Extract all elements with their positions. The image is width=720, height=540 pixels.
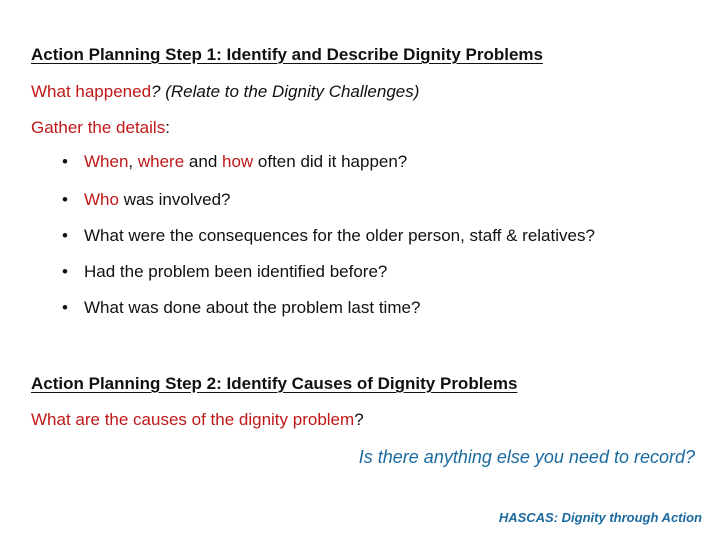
step1-question [31,82,419,102]
causes-qmark: ? [354,410,364,429]
bullet-who [62,190,230,210]
step2-question [31,410,364,430]
when-word: When [84,152,129,171]
causes-label: What are the causes of the dignity problem [31,410,355,429]
bullet-dot: • [62,152,68,171]
relate-note: ? (Relate to the Dignity Challenges) [151,82,420,101]
bullet-when-where-how [62,152,407,172]
comma-sep: , [128,152,138,171]
who-word: Who [84,190,119,209]
record-note: Is there anything else you need to record? [358,447,695,467]
bullet-identified-before [62,262,387,282]
how-word: how [222,152,254,171]
consequences-text: What were the consequences for the older person, staff & relatives? [84,226,595,245]
last-time-text: What was done about the problem last time? [84,298,421,317]
bullet-consequences [62,226,595,246]
gather-label: Gather the details [31,118,166,137]
gather-details [31,118,170,138]
bullet-dot: • [62,298,68,317]
step2-heading: Action Planning Step 2: Identify Causes of Dignity Problems [31,374,518,393]
where-word: where [137,152,185,171]
footer-branding: HASCAS: Dignity through Action [498,510,702,525]
bullet-dot: • [62,262,68,281]
what-happened-label: What happened [31,82,152,101]
gather-colon: : [165,118,170,137]
bullet-dot: • [62,190,68,209]
involved-text: was involved? [118,190,231,209]
identified-text: Had the problem been identified before? [84,262,388,281]
bullet-dot: • [62,226,68,245]
step1-heading: Action Planning Step 1: Identify and Describe Dignity Problems [31,45,543,64]
bullet-done-last-time [62,298,420,318]
often-text: often did it happen? [253,152,408,171]
and-word: and [184,152,222,171]
